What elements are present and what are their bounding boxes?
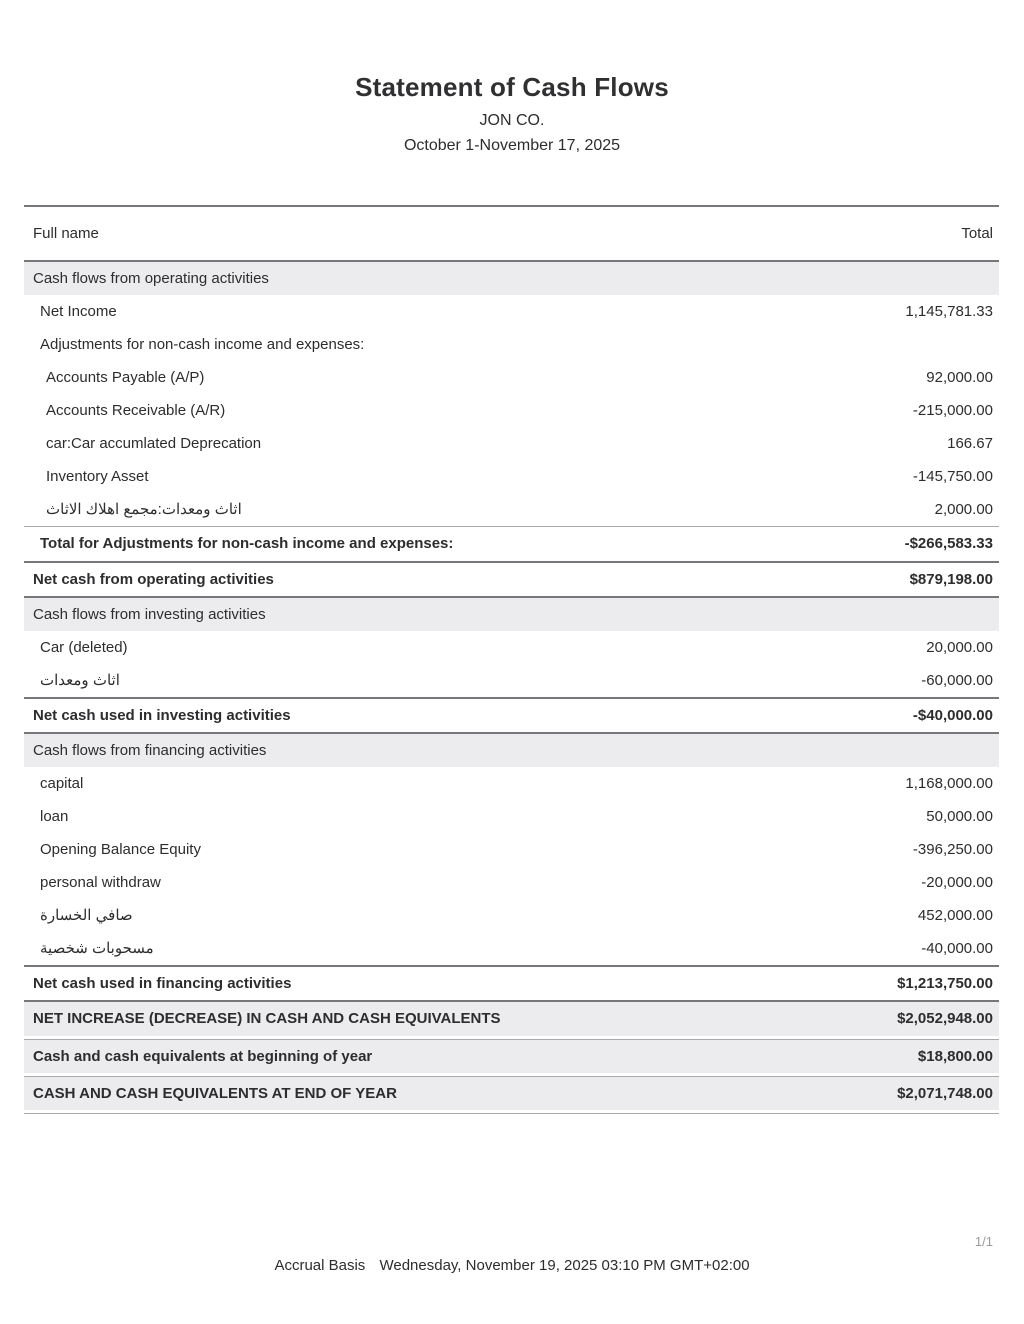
- table-bottom-rule: [24, 1113, 999, 1114]
- row-label: Cash flows from operating activities: [33, 269, 269, 287]
- row-value: 452,000.00: [917, 906, 993, 924]
- row-label: Cash and cash equivalents at beginning of year: [33, 1047, 373, 1065]
- table-column-header: [24, 205, 999, 260]
- row-label: اثاث ومعدات: [40, 671, 120, 689]
- row-label: Net cash from operating activities: [33, 570, 274, 588]
- row-value: -$40,000.00: [912, 706, 993, 724]
- table-row: [24, 361, 999, 394]
- row-label: CASH AND CASH EQUIVALENTS AT END OF YEAR: [33, 1084, 397, 1102]
- table-row: [24, 493, 999, 526]
- row-label: صافي الخسارة: [40, 906, 133, 924]
- table-row: [24, 767, 999, 800]
- row-value: 1,145,781.33: [905, 302, 993, 320]
- table-row: [24, 965, 999, 1000]
- row-value: $2,052,948.00: [897, 1010, 993, 1027]
- row-value: -40,000.00: [921, 939, 993, 957]
- row-label: Cash flows from financing activities: [33, 741, 267, 759]
- table-row: [24, 394, 999, 427]
- row-label: Total for Adjustments for non-cash income and expenses:: [40, 535, 454, 552]
- row-value: -215,000.00: [912, 401, 993, 419]
- row-label: Net Income: [40, 302, 117, 320]
- table-row: [24, 899, 999, 932]
- row-label: اثاث ومعدات:مجمع اهلاك الاثاث: [46, 500, 242, 518]
- column-header-name: Full name: [33, 225, 99, 242]
- row-value: 2,000.00: [934, 500, 993, 518]
- row-label: capital: [40, 774, 84, 792]
- section-header-row: [24, 732, 999, 767]
- table-row: [24, 295, 999, 328]
- row-label: Net cash used in financing activities: [33, 974, 292, 992]
- row-label: Accounts Receivable (A/R): [46, 401, 226, 419]
- report-timestamp: Wednesday, November 19, 2025 03:10 PM GMT+02:00: [379, 1257, 750, 1274]
- report-footer: [0, 1257, 1024, 1274]
- row-value: 50,000.00: [926, 807, 993, 825]
- row-value: $18,800.00: [917, 1047, 993, 1065]
- table-row: [24, 866, 999, 899]
- table-row: [24, 833, 999, 866]
- accounting-basis: Accrual Basis: [274, 1257, 366, 1274]
- row-value: 20,000.00: [926, 638, 993, 656]
- column-header-total: Total: [961, 225, 993, 242]
- table-row: [24, 1000, 999, 1036]
- table-row: [24, 460, 999, 493]
- row-label: Opening Balance Equity: [40, 840, 201, 858]
- table-row: [24, 932, 999, 965]
- table-row: [24, 427, 999, 460]
- table-row: [24, 631, 999, 664]
- table-row: [24, 1076, 999, 1110]
- table-row: [24, 664, 999, 697]
- table-row: [24, 1039, 999, 1073]
- section-header-row: [24, 596, 999, 631]
- row-label: Net cash used in investing activities: [33, 706, 291, 724]
- row-value: 166.67: [947, 434, 993, 452]
- row-label: loan: [40, 807, 69, 825]
- row-label: مسحوبات شخصية: [40, 939, 154, 957]
- row-value: -145,750.00: [912, 467, 993, 485]
- row-label: Adjustments for non-cash income and expenses:: [40, 335, 365, 353]
- row-label: Cash flows from investing activities: [33, 605, 266, 623]
- row-value: $1,213,750.00: [897, 974, 993, 992]
- row-value: $879,198.00: [909, 570, 993, 588]
- row-value: -20,000.00: [921, 873, 993, 891]
- report-header: [0, 0, 1024, 155]
- page-number: 1/1: [974, 1234, 993, 1249]
- table-row: [24, 800, 999, 833]
- report-title: Statement of Cash Flows: [355, 72, 669, 102]
- report-table-body: [24, 260, 999, 1110]
- row-label: Car (deleted): [40, 638, 128, 656]
- report-period: October 1-November 17, 2025: [403, 137, 621, 154]
- table-row: [24, 526, 999, 561]
- row-value: -60,000.00: [921, 671, 993, 689]
- row-value: 92,000.00: [926, 368, 993, 386]
- row-value: -$266,583.33: [904, 535, 993, 552]
- row-label: NET INCREASE (DECREASE) IN CASH AND CASH EQUIVALENTS: [33, 1010, 501, 1027]
- row-value: $2,071,748.00: [897, 1084, 993, 1102]
- row-label: personal withdraw: [40, 873, 161, 891]
- row-label: car:Car accumlated Deprecation: [46, 434, 262, 452]
- table-row: [24, 328, 999, 361]
- table-row: [24, 697, 999, 732]
- company-name: JON CO.: [479, 112, 545, 129]
- section-header-row: [24, 260, 999, 295]
- row-label: Accounts Payable (A/P): [46, 368, 205, 386]
- table-row: [24, 561, 999, 596]
- row-value: -396,250.00: [912, 840, 993, 858]
- cash-flow-table: [24, 205, 999, 1114]
- row-value: 1,168,000.00: [905, 774, 993, 792]
- row-label: Inventory Asset: [46, 467, 149, 485]
